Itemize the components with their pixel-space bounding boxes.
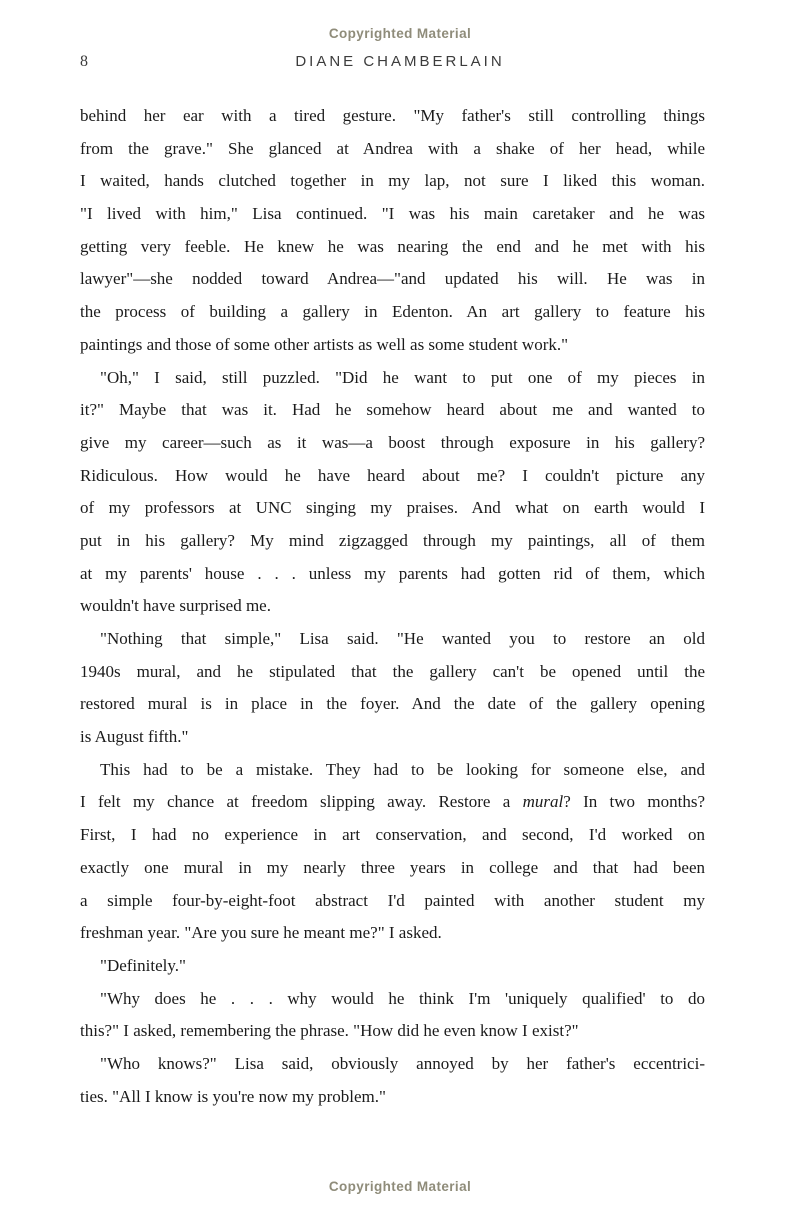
body-line: "Oh," I said, still puzzled. "Did he want to put one of my pieces in [100, 367, 705, 387]
running-header-author: DIANE CHAMBERLAIN [295, 53, 505, 70]
running-header [0, 53, 800, 73]
paragraph [80, 100, 705, 362]
body-line: Ridiculous. How would he have heard about me? I couldn't picture any [80, 465, 705, 485]
body-line: I waited, hands clutched together in my lap, not sure I liked this woman. [80, 171, 705, 191]
paragraph [80, 362, 705, 624]
paragraph [80, 623, 705, 754]
body-line: put in his gallery? My mind zigzagged through my paintings, all of them [80, 530, 705, 550]
body-line: it?" Maybe that was it. Had he somehow heard about me and wanted to [80, 400, 705, 420]
body-line: I felt my chance at freedom slipping away. Restore a mural? In two months? [80, 792, 705, 812]
body-line: behind her ear with a tired gesture. "My father's still controlling things [80, 106, 705, 125]
body-line: This had to be a mistake. They had to be looking for someone else, and [100, 759, 705, 779]
copyright-notice-top: Copyrighted Material [328, 26, 472, 41]
body-line: exactly one mural in my nearly three years in college and that had been [80, 857, 705, 877]
body-line: restored mural is in place in the foyer. And the date of the gallery opening [80, 694, 705, 714]
body-line: getting very feeble. He knew he was nearing the end and he met with his [80, 236, 705, 256]
body-line: paintings and those of some other artists as well as some student work." [80, 334, 569, 354]
body-line: "Why does he . . . why would he think I'm 'uniquely qualified' to do [100, 988, 705, 1008]
paragraph [80, 754, 705, 950]
body-line: of my professors at UNC singing my praises. And what on earth would I [80, 498, 705, 518]
body-line: "Nothing that simple," Lisa said. "He wanted you to restore an old [100, 629, 705, 648]
body-line: the process of building a gallery in Edenton. An art gallery to feature his [80, 302, 705, 322]
paragraph [80, 983, 705, 1048]
body-line: wouldn't have surprised me. [80, 596, 271, 616]
body-line: "Who knows?" Lisa said, obviously annoyed by her father's eccentrici- [100, 1053, 705, 1073]
paragraph [80, 950, 705, 983]
body-line: 1940s mural, and he stipulated that the gallery can't be opened until the [80, 661, 705, 681]
body-line: at my parents' house . . . unless my parents had gotten rid of them, which [80, 563, 705, 583]
body-line: "Definitely." [100, 955, 186, 975]
body-line: a simple four-by-eight-foot abstract I'd painted with another student my [80, 890, 705, 910]
body-line: from the grave." She glanced at Andrea with a shake of her head, while [80, 138, 705, 158]
body-line: freshman year. "Are you sure he meant me?" I asked. [80, 923, 442, 943]
body-text [80, 100, 705, 1113]
page-number: 8 [80, 53, 88, 70]
body-line: First, I had no experience in art conservation, and second, I'd worked on [80, 825, 705, 845]
body-line: ties. "All I know is you're now my problem." [80, 1086, 386, 1106]
paragraph [80, 1048, 705, 1113]
body-line: this?" I asked, remembering the phrase. "How did he even know I exist?" [80, 1021, 579, 1041]
body-line: "I lived with him," Lisa continued. "I was his main caretaker and he was [80, 204, 705, 224]
body-line: give my career—such as it was—a boost through exposure in his gallery? [80, 432, 705, 452]
body-line: lawyer"—she nodded toward Andrea—"and updated his will. He was in [80, 269, 705, 289]
body-line: is August fifth." [80, 727, 189, 747]
copyright-notice-bottom: Copyrighted Material [328, 1179, 472, 1194]
